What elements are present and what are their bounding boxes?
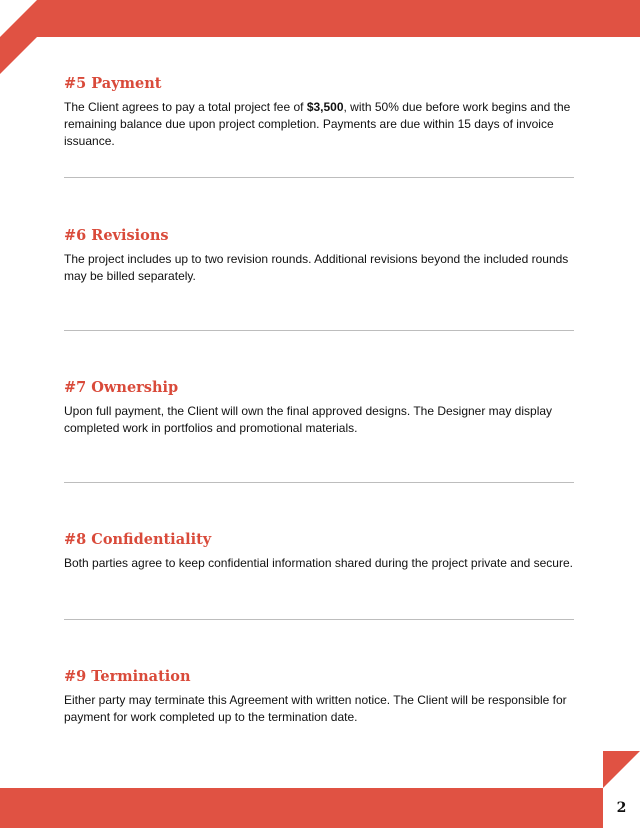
section-divider <box>64 177 574 178</box>
section-text: Either party may terminate this Agreement with written notice. The Client will be responsible for payment for work completed up to the termination date. <box>64 693 567 724</box>
section-ownership <box>64 379 574 437</box>
section-payment <box>64 75 574 150</box>
page-number-box <box>603 788 640 828</box>
section-divider <box>64 330 574 331</box>
section-heading: #5 Payment <box>64 75 162 92</box>
page-number: 2 <box>616 800 627 816</box>
payment-text-start: The Client agrees to pay a total project fee of <box>64 100 307 114</box>
section-text: Both parties agree to keep confidential information shared during the project private and secure. <box>64 556 573 570</box>
section-divider <box>64 482 574 483</box>
section-heading: #9 Termination <box>64 668 191 685</box>
section-heading: #6 Revisions <box>64 227 169 244</box>
section-text <box>64 99 574 150</box>
top-banner <box>0 0 640 37</box>
section-confidentiality <box>64 531 574 572</box>
section-heading: #8 Confidentiality <box>64 531 212 548</box>
payment-fee: $3,500 <box>306 100 344 114</box>
section-termination <box>64 668 574 726</box>
section-heading: #7 Ownership <box>64 379 179 396</box>
bottom-corner-triangle <box>603 751 640 788</box>
top-corner-triangle <box>0 37 37 74</box>
section-revisions <box>64 227 574 285</box>
payment-text-end: , with 50% due before work begins and the remaining balance due upon project completion. Payments are due within 15 days of invoice issuance. <box>64 100 571 148</box>
section-text: Upon full payment, the Client will own the final approved designs. The Designer may display completed work in portfolios and promotional materials. <box>64 404 553 435</box>
section-text: The project includes up to two revision rounds. Additional revisions beyond the included rounds may be billed separately. <box>64 252 569 283</box>
top-corner-notch <box>0 0 37 37</box>
bottom-banner <box>0 788 640 828</box>
section-divider <box>64 619 574 620</box>
